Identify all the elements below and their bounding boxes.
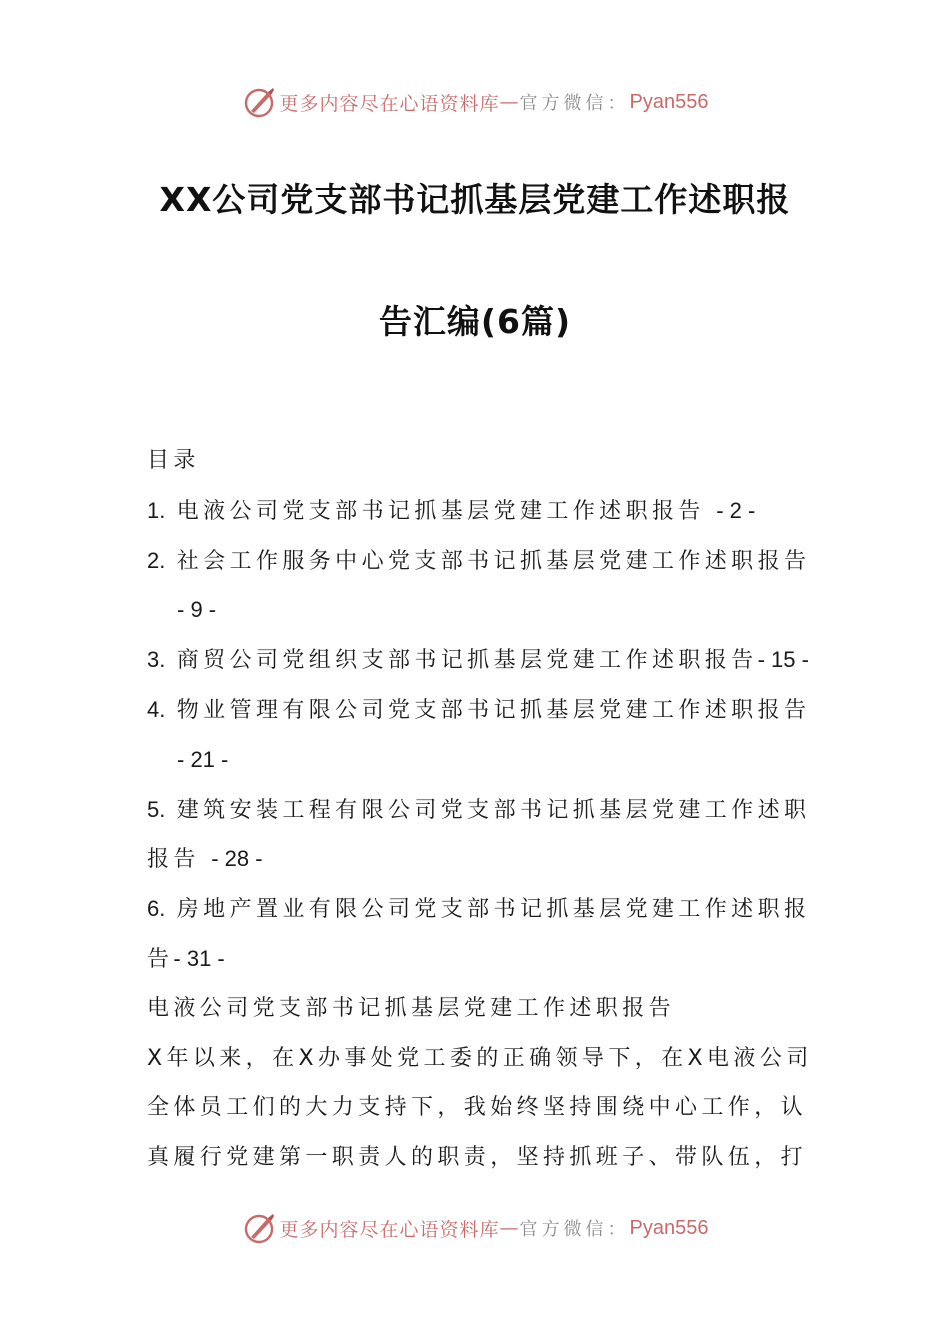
- footer-watermark: [0, 1210, 950, 1246]
- toc-entry-number: 2.: [147, 547, 166, 573]
- watermark-wechat-handle: Pyan556: [629, 1216, 709, 1239]
- document-title-line-1: XX公司党支部书记抓基层党建工作述职报: [159, 180, 791, 219]
- toc-entry[interactable]: [147, 536, 811, 586]
- watermark-wechat-handle: Pyan556: [629, 90, 709, 113]
- toc-entry[interactable]: [147, 486, 807, 536]
- toc-entry[interactable]: [147, 884, 811, 934]
- toc-entry-page: - 28 -: [211, 846, 263, 872]
- toc-entry-page: - 9 -: [177, 597, 217, 623]
- toc-entry-page: - 15 -: [757, 647, 809, 673]
- section-title: 电液公司党支部书记抓基层党建工作述职报告: [147, 995, 676, 1021]
- watermark-dash: —: [499, 1217, 520, 1239]
- toc-entry-page: - 31 -: [173, 945, 225, 971]
- toc-entry[interactable]: [147, 685, 811, 735]
- toc-entry-number: 6.: [147, 896, 166, 922]
- watermark-main-text: 更多内容尽在心语资料库: [279, 92, 500, 115]
- watermark-wechat-label: 官方微信：: [519, 93, 630, 114]
- toc-entry-page: - 21 -: [177, 746, 229, 772]
- toc-entry-number: 5.: [147, 796, 166, 822]
- toc-entry-number: 3.: [147, 647, 166, 673]
- toc-entry-text: 物业管理有限公司党支部书记抓基层党建工作述职报告: [176, 697, 811, 723]
- toc-entry-text: 建筑安装工程有限公司党支部书记抓基层党建工作述职: [176, 797, 811, 823]
- watermark-dash: —: [499, 91, 520, 113]
- toc-entry-continuation: [147, 934, 807, 984]
- body-paragraph-line: 全体员工们的大力支持下，我始终坚持围绕中心工作，认: [147, 1095, 808, 1121]
- watermark-main-text: 更多内容尽在心语资料库: [279, 1218, 500, 1241]
- toc-entry-text: 商贸公司党组织支部书记抓基层党建工作述职报告: [176, 648, 758, 674]
- toc-entry-continuation: [147, 735, 807, 785]
- toc-entry-text: 告: [147, 946, 174, 972]
- toc-entry-number: 1.: [147, 497, 166, 523]
- watermark-wechat-label: 官方微信：: [519, 1219, 630, 1240]
- toc-entry-number: 4.: [147, 696, 166, 722]
- toc-entry-text: 房地产置业有限公司党支部书记抓基层党建工作述职报: [176, 897, 811, 923]
- quill-pen-icon: [242, 84, 278, 120]
- toc-entry-continuation: [147, 585, 807, 635]
- toc-entry-continuation: [147, 834, 807, 884]
- toc-entry[interactable]: [147, 635, 807, 685]
- toc-entry-page: - 2 -: [716, 497, 756, 523]
- quill-pen-icon: [242, 1210, 278, 1246]
- document-body: [147, 436, 813, 1183]
- toc-entry-text: 报告: [147, 847, 200, 873]
- header-watermark: [0, 84, 950, 120]
- body-paragraph-line: X年以来，在X办事处党工委的正确领导下，在X电液公司: [147, 1045, 813, 1071]
- toc-entry-text: 社会工作服务中心党支部书记抓基层党建工作述职报告: [176, 548, 811, 574]
- toc-entry[interactable]: [147, 785, 811, 835]
- toc-heading: 目录: [147, 448, 200, 473]
- toc-entry-text: 电液公司党支部书记抓基层党建工作述职报告: [176, 498, 705, 524]
- body-paragraph-line: 真履行党建第一职责人的职责，坚持抓班子、带队伍，打: [147, 1145, 808, 1171]
- document-title-line-2: 告汇编(6篇): [378, 302, 572, 341]
